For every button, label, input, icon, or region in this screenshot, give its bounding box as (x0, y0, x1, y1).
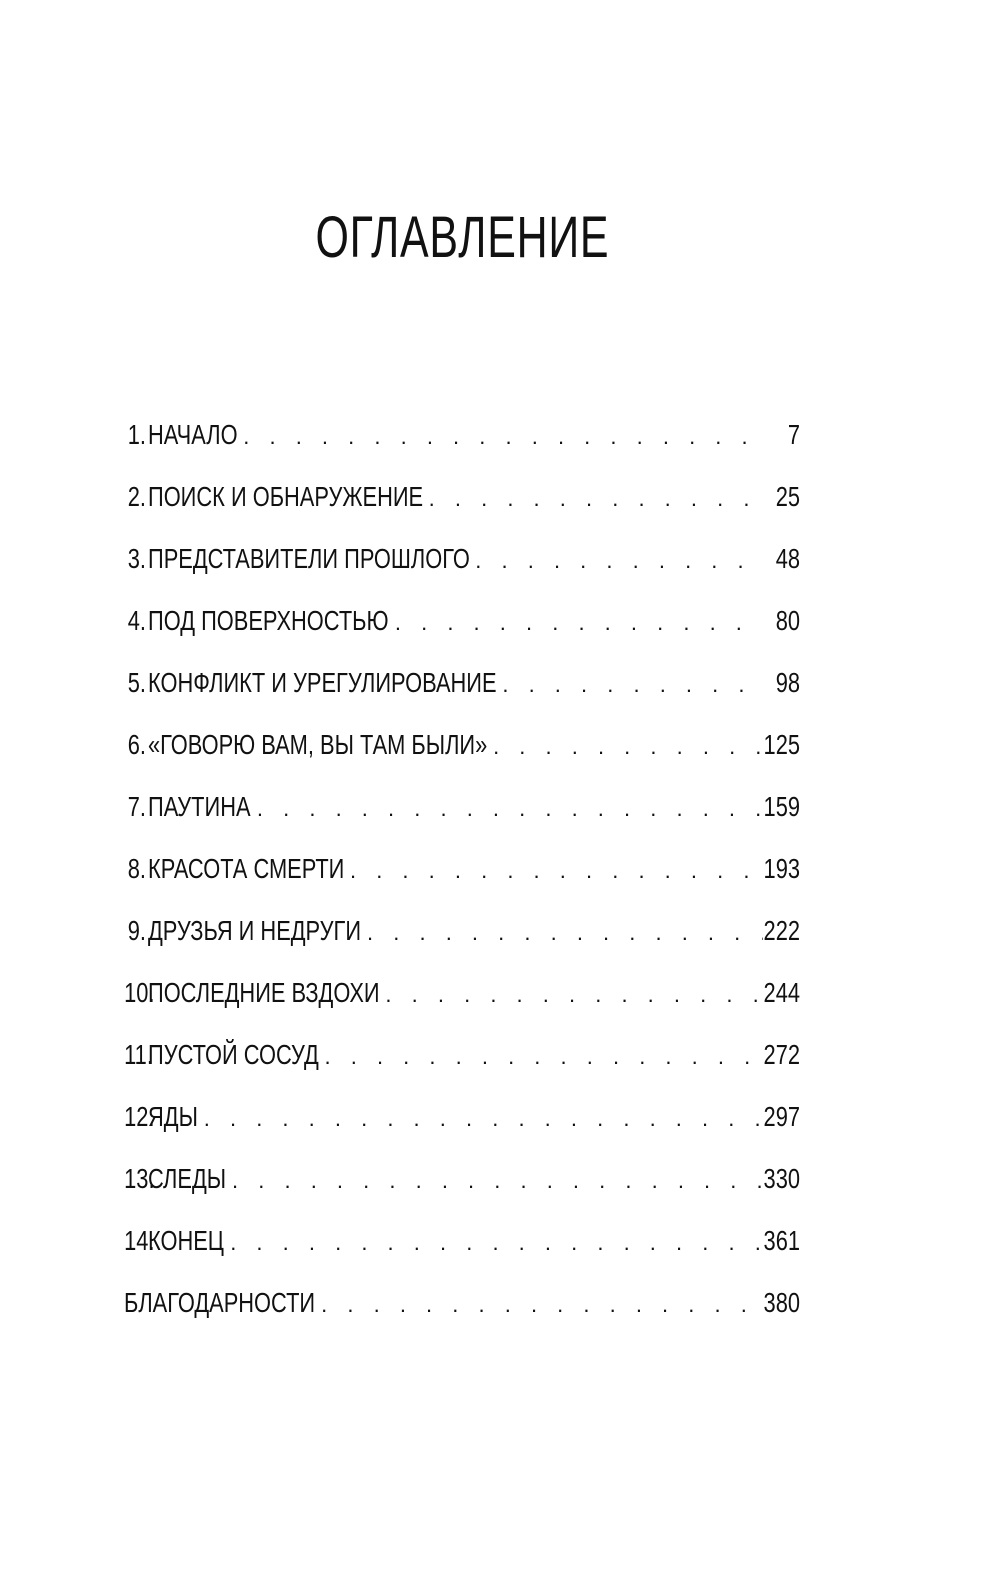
entry-title: ПРЕДСТАВИТЕЛИ ПРОШЛОГО (147, 543, 470, 574)
toc-entry-5[interactable] (124, 657, 800, 719)
dot-leader (251, 783, 763, 835)
entry-number: 10. (124, 977, 155, 1008)
entry-page-number: 380 (763, 1287, 800, 1318)
toc-entry-9[interactable] (124, 905, 800, 967)
entry-title: БЛАГОДАРНОСТИ (124, 1287, 316, 1318)
entry-page-number: 48 (775, 543, 800, 574)
dot-leader (496, 659, 762, 711)
entry-title: ЯДЫ (147, 1101, 198, 1132)
entry-title: «ГОВОРЮ ВАМ, ВЫ ТАМ БЫЛИ» (147, 729, 488, 760)
entry-title: ДРУЗЬЯ И НЕДРУГИ (147, 915, 361, 946)
entry-page-number: 80 (775, 605, 800, 636)
dot-leader (237, 411, 762, 463)
entry-page-number: 330 (763, 1163, 800, 1194)
toc-entry-4[interactable] (124, 595, 800, 657)
dot-leader (389, 597, 763, 649)
entry-title: ПАУТИНА (147, 791, 251, 822)
entry-title: ПОСЛЕДНИЕ ВЗДОХИ (147, 977, 380, 1008)
entry-page-number: 125 (763, 729, 800, 760)
dot-leader (469, 535, 762, 587)
dot-leader (344, 845, 763, 897)
toc-entry-7[interactable] (124, 781, 800, 843)
toc-entry-10[interactable] (124, 967, 800, 1029)
dot-leader (319, 1031, 763, 1083)
entry-title: КОНЕЦ (147, 1225, 224, 1256)
toc-entry-8[interactable] (124, 843, 800, 905)
dot-leader (226, 1155, 763, 1207)
toc-entry-2[interactable] (124, 471, 800, 533)
entry-title: КОНФЛИКТ И УРЕГУЛИРОВАНИЕ (147, 667, 497, 698)
dot-leader (423, 473, 763, 525)
entry-number: 12. (124, 1101, 155, 1132)
toc-entry-11[interactable] (124, 1029, 800, 1091)
entry-page-number: 361 (763, 1225, 800, 1256)
page-title: ОГЛАВЛЕНИЕ (315, 205, 610, 270)
entry-page-number: 25 (775, 481, 800, 512)
entry-title: ПОД ПОВЕРХНОСТЬЮ (147, 605, 389, 636)
dot-leader (361, 907, 763, 959)
entry-page-number: 98 (775, 667, 800, 698)
toc-entry-14[interactable] (124, 1215, 800, 1277)
entry-number: 6. (127, 729, 146, 760)
dot-leader (379, 969, 762, 1021)
entry-title: СЛЕДЫ (147, 1163, 226, 1194)
entry-number: 5. (127, 667, 146, 698)
dot-leader (487, 721, 762, 773)
toc-entry-6[interactable] (124, 719, 800, 781)
entry-number: 4. (127, 605, 146, 636)
toc-entry-13[interactable] (124, 1153, 800, 1215)
entry-title: ПУСТОЙ СОСУД (147, 1039, 319, 1070)
entry-number: 1. (127, 419, 146, 450)
toc-entry-3[interactable] (124, 533, 800, 595)
entry-number: 2. (127, 481, 146, 512)
entry-title: ПОИСК И ОБНАРУЖЕНИЕ (147, 481, 423, 512)
entry-number: 8. (127, 853, 146, 884)
entry-number: 7. (127, 791, 146, 822)
dot-leader (315, 1279, 762, 1331)
table-of-contents (124, 409, 800, 1339)
entry-title: НАЧАЛО (147, 419, 238, 450)
entry-page-number: 159 (763, 791, 800, 822)
dot-leader (198, 1093, 763, 1145)
entry-page-number: 222 (763, 915, 800, 946)
entry-page-number: 272 (763, 1039, 800, 1070)
entry-number: 14. (124, 1225, 155, 1256)
entry-page-number: 244 (763, 977, 800, 1008)
entry-page-number: 297 (763, 1101, 800, 1132)
entry-title: КРАСОТА СМЕРТИ (147, 853, 345, 884)
entry-page-number: 7 (787, 419, 800, 450)
toc-entry-1[interactable] (124, 409, 800, 471)
entry-page-number: 193 (763, 853, 800, 884)
dot-leader (224, 1217, 762, 1269)
entry-number: 9. (127, 915, 146, 946)
toc-entry-12[interactable] (124, 1091, 800, 1153)
toc-entry-acknowledgements[interactable] (124, 1277, 800, 1339)
entry-number: 13. (124, 1163, 155, 1194)
entry-number: 11. (124, 1039, 153, 1070)
entry-number: 3. (127, 543, 146, 574)
